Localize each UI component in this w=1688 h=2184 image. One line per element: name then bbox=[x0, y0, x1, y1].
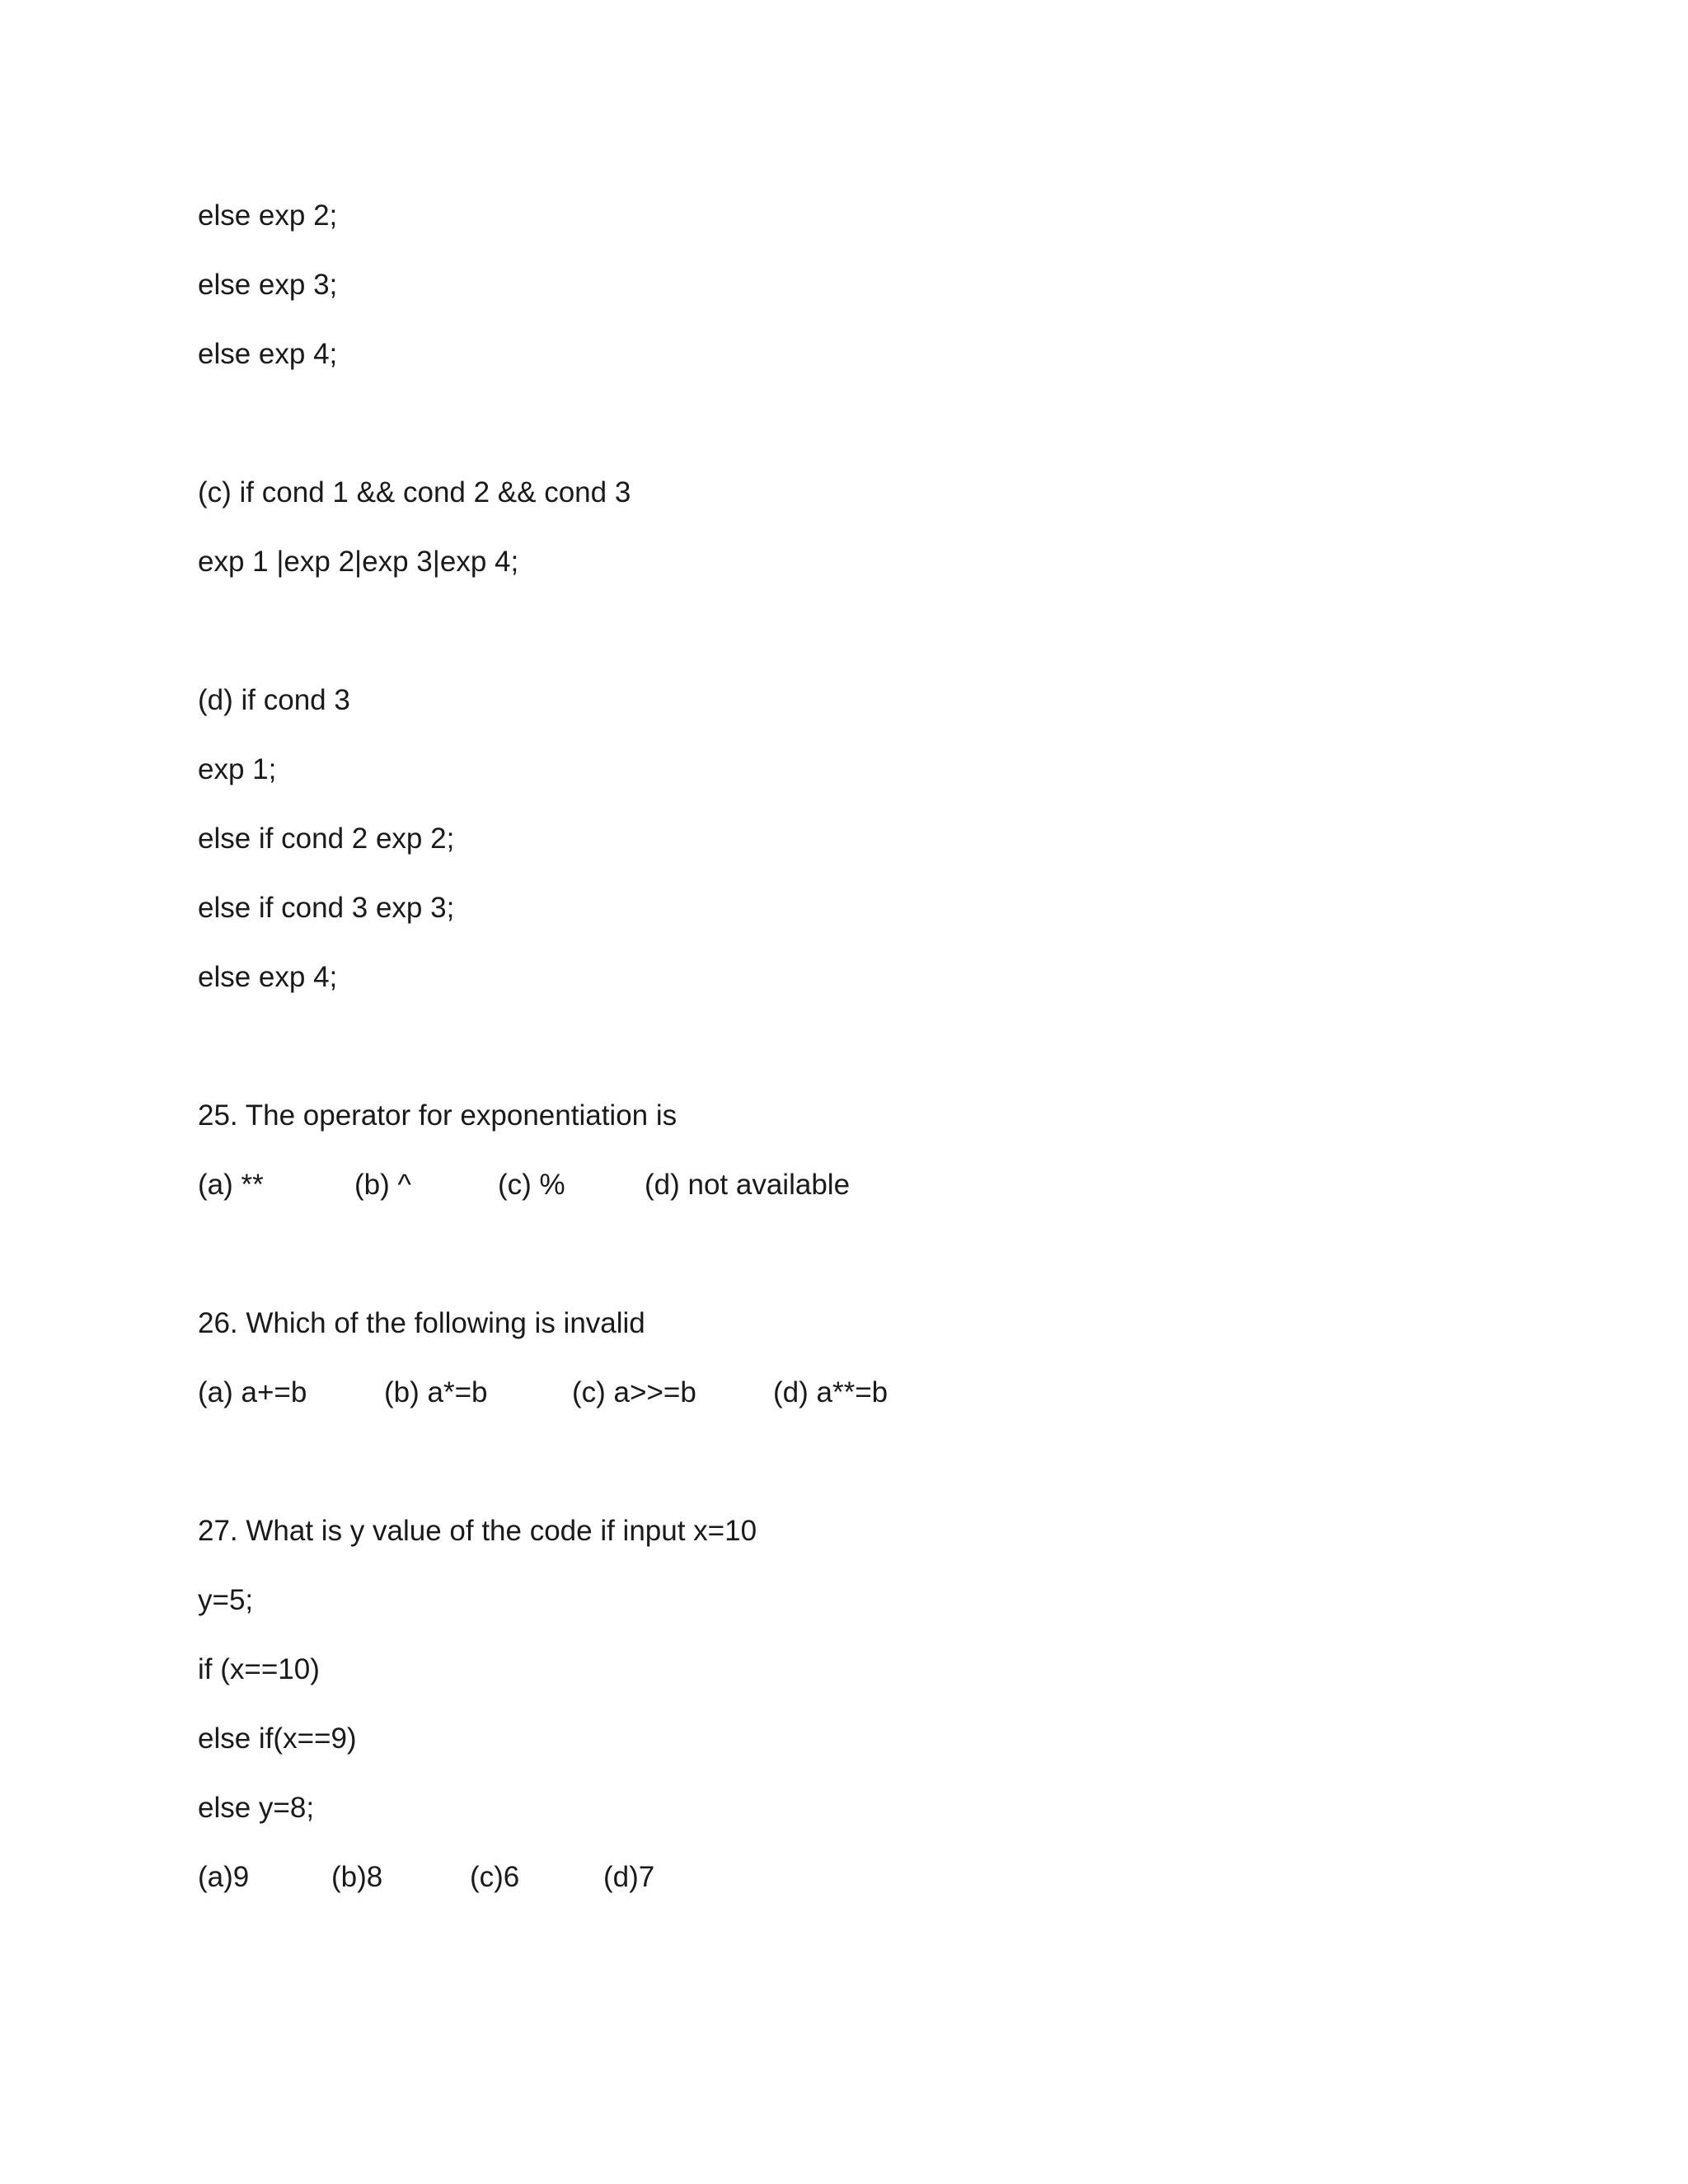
question-26-option-b: (b) a*=b bbox=[384, 1376, 488, 1408]
code-line: else if cond 3 exp 3; bbox=[198, 892, 455, 924]
code-line: else exp 2; bbox=[198, 199, 338, 232]
code-line: if (x==10) bbox=[198, 1653, 320, 1685]
question-25-text: 25. The operator for exponentiation is bbox=[198, 1099, 678, 1132]
code-line: y=5; bbox=[198, 1584, 254, 1616]
question-26-option-a: (a) a+=b bbox=[198, 1376, 307, 1408]
code-line: else y=8; bbox=[198, 1792, 315, 1824]
code-line: exp 1; bbox=[198, 753, 277, 785]
code-line: else if cond 2 exp 2; bbox=[198, 823, 455, 855]
code-line: else if(x==9) bbox=[198, 1722, 357, 1755]
code-line: else exp 3; bbox=[198, 269, 338, 301]
code-line: else exp 4; bbox=[198, 961, 338, 993]
question-25-option-d: (d) not available bbox=[645, 1169, 851, 1201]
question-27-option-a: (a)9 bbox=[198, 1861, 250, 1893]
question-27-text: 27. What is y value of the code if input x=10 bbox=[198, 1515, 757, 1547]
option-c-heading: (c) if cond 1 && cond 2 && cond 3 bbox=[198, 476, 631, 509]
question-25-option-b: (b) ^ bbox=[354, 1169, 411, 1201]
question-27-option-c: (c)6 bbox=[470, 1861, 520, 1893]
question-27-option-b: (b)8 bbox=[331, 1861, 383, 1893]
question-26-option-c: (c) a>>=b bbox=[572, 1376, 696, 1408]
question-26-text: 26. Which of the following is invalid bbox=[198, 1307, 645, 1339]
question-27-option-d: (d)7 bbox=[603, 1861, 655, 1893]
question-26-option-d: (d) a**=b bbox=[773, 1376, 889, 1408]
option-d-heading: (d) if cond 3 bbox=[198, 684, 350, 716]
question-25-option-c: (c) % bbox=[498, 1169, 565, 1201]
question-25-option-a: (a) ** bbox=[198, 1169, 264, 1201]
code-line: else exp 4; bbox=[198, 338, 338, 370]
code-line: exp 1 |exp 2|exp 3|exp 4; bbox=[198, 546, 519, 578]
